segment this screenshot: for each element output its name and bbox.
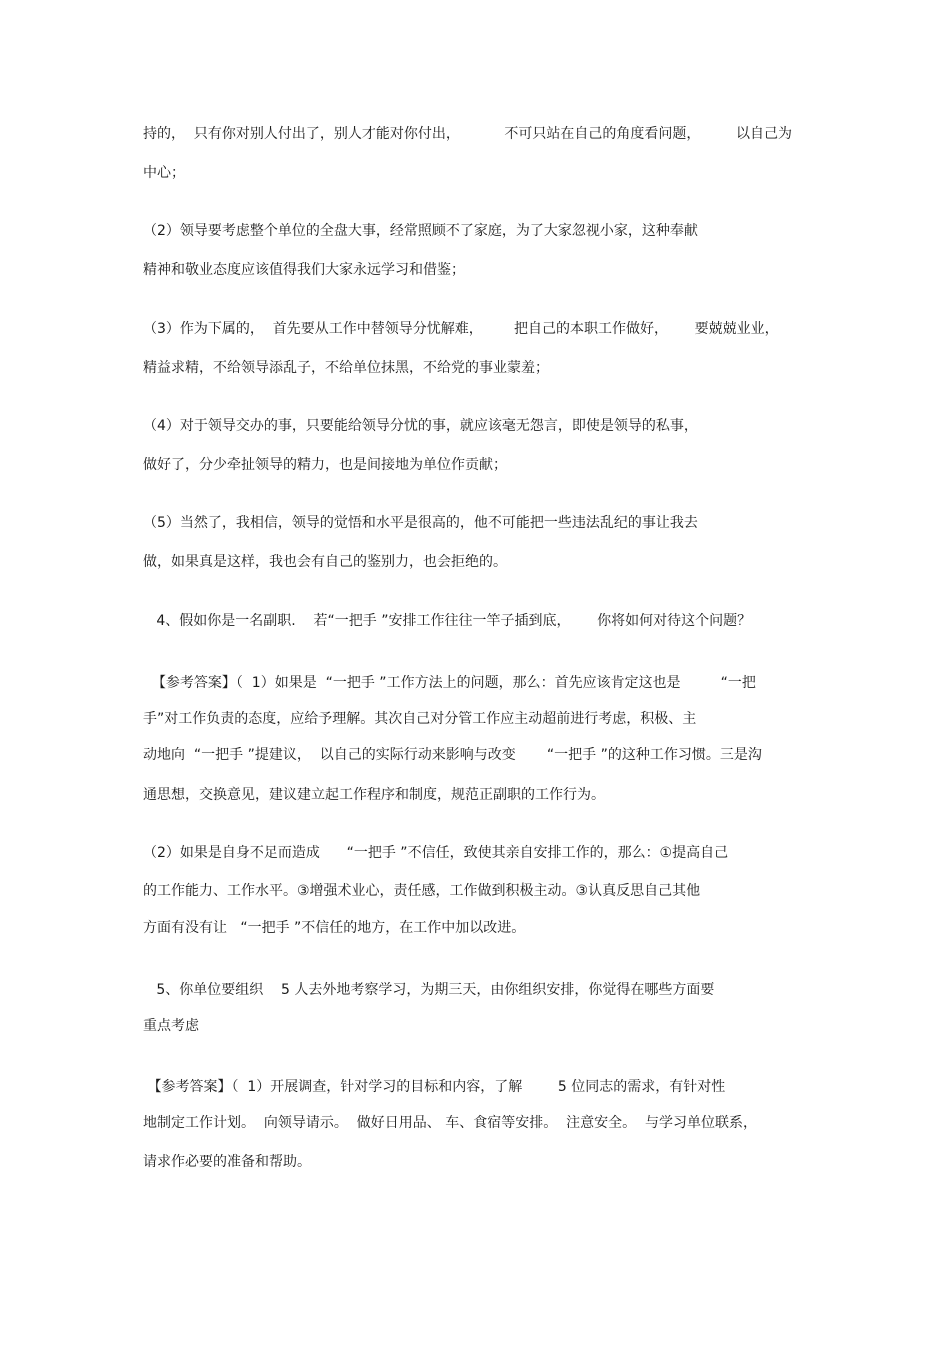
text-line: 请求作必要的准备和帮助。 — [143, 1154, 311, 1170]
text-line: 手”对工作负责的态度，应给予理解。其次自己对分管工作应主动超前进行考虑，积极、主 — [143, 711, 697, 727]
text-line: 精神和敬业态度应该值得我们大家永远学习和借鉴； — [143, 262, 465, 278]
text-line: 做，如果真是这样，我也会有自己的鉴别力，也会拒绝的。 — [143, 554, 507, 570]
question-4: 4、假如你是一名副职. 若“一把手 ”安排工作往往一竿子插到底， 你将如何对待这个问题？ — [143, 613, 752, 629]
text-line: （2）领导要考虑整个单位的全盘大事，经常照顾不了家庭，为了大家忽视小家，这种奉献 — [143, 223, 698, 239]
answer-label: 【参考答案】（ 1）如果是 “一把手 ”工作方法上的问题，那么：首先应该肯定这也是 “一把 — [143, 675, 756, 691]
text-line: （5）当然了，我相信，领导的觉悟和水平是很高的，他不可能把一些违法乱纪的事让我去 — [143, 515, 698, 531]
text-line: 做好了，分少牵扯领导的精力，也是间接地为单位作贡献； — [143, 457, 507, 473]
text-line: （4）对于领导交办的事，只要能给领导分忧的事，就应该毫无怨言，即使是领导的私事， — [143, 418, 698, 434]
text-line: 动地向 “一把手 ”提建议， 以自己的实际行动来影响与改变 “一把手 ”的这种工作习惯。三是沟 — [143, 747, 762, 763]
text-line: （2）如果是自身不足而造成 “一把手 ”不信任，致使其亲自安排工作的，那么：①提高自己 — [143, 845, 729, 861]
answer-label: 【参考答案】（ 1）开展调查，针对学习的目标和内容，了解 5 位同志的需求，有针对性 — [143, 1079, 726, 1095]
question-5: 5、你单位要组织 5 人去外地考察学习，为期三天，由你组织安排，你觉得在哪些方面要 — [143, 982, 715, 998]
text-line: 地制定工作计划。 向领导请示。 做好日用品、 车、食宿等安排。 注意安全。 与学习单位联系， — [143, 1115, 758, 1131]
text-line: 通思想，交换意见，建议建立起工作程序和制度，规范正副职的工作行为。 — [143, 787, 605, 803]
text-line: （3）作为下属的， 首先要从工作中替领导分忧解难， 把自己的本职工作做好， 要兢兢业业， — [143, 321, 779, 337]
text-line: 的工作能力、工作水平。③增强术业心，责任感，工作做到积极主动。③认真反思自己其他 — [143, 883, 701, 899]
text-line: 方面有没有让 “一把手 ”不信任的地方，在工作中加以改进。 — [143, 920, 526, 936]
text-line: 精益求精，不给领导添乱子，不给单位抹黑，不给党的事业蒙羞； — [143, 360, 549, 376]
text-line: 持的， 只有你对别人付出了，别人才能对你付出， 不可只站在自己的角度看问题， 以自己为 — [143, 126, 793, 142]
text-line: 重点考虑 — [143, 1018, 199, 1034]
text-line: 中心； — [143, 165, 185, 181]
